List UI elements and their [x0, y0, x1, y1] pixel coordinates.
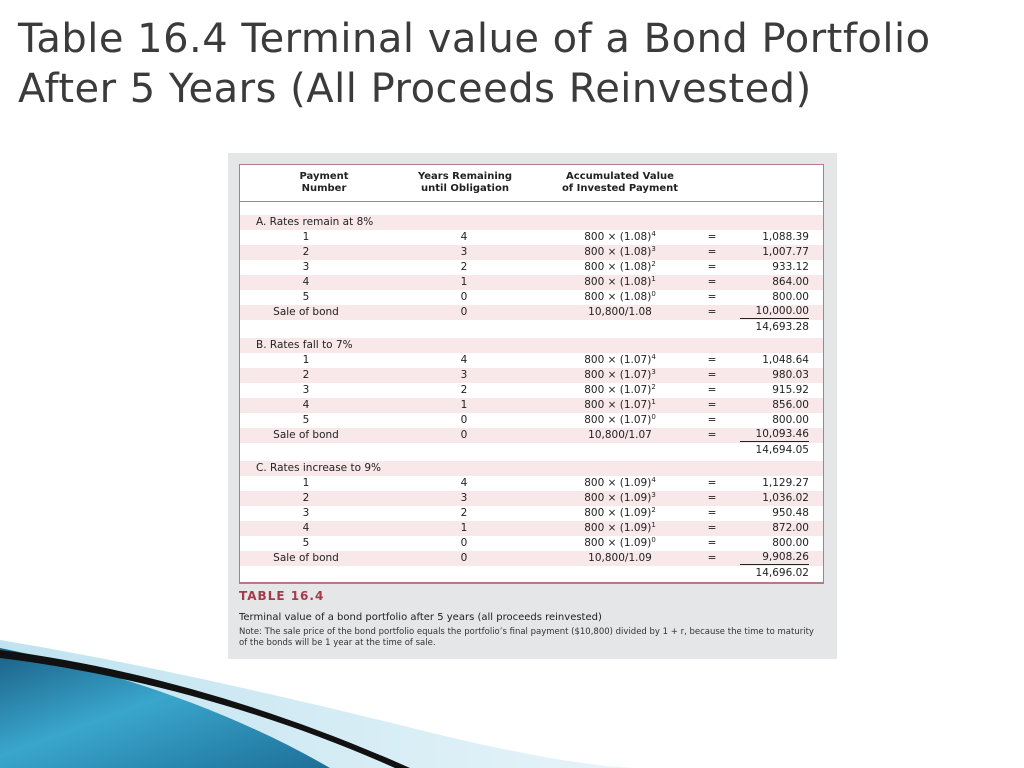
accumulated-formula-cell: [550, 260, 690, 275]
formula-text: 800 × (1.07): [584, 414, 652, 426]
payment-number-cell: 5: [302, 537, 310, 549]
section-header-row: [240, 338, 823, 353]
slide-title-line-1: Table 16.4 Terminal value of a Bond Portfolio: [18, 16, 931, 62]
equals-sign: =: [707, 384, 717, 396]
accumulated-formula-cell: [550, 305, 690, 320]
years-remaining-cell: 2: [460, 507, 468, 519]
equals-sign: =: [707, 246, 717, 258]
section-total-value: 14,696.02: [755, 567, 809, 579]
exponent: 3: [651, 245, 656, 253]
formula-text: 800 × (1.09): [584, 477, 652, 489]
accumulated-value-cell: 1,007.77: [762, 246, 809, 258]
formula-text: 800 × (1.07): [584, 384, 652, 396]
accumulated-formula-cell: [550, 245, 690, 260]
accumulated-formula-cell: [550, 491, 690, 506]
table-row: [240, 521, 823, 536]
years-remaining-cell: 0: [460, 429, 468, 441]
table-row: [240, 230, 823, 245]
years-remaining-cell: 4: [460, 231, 468, 243]
accumulated-value-cell: 800.00: [772, 414, 809, 426]
payment-number-cell: 2: [302, 369, 310, 381]
exponent: 0: [651, 536, 656, 544]
accumulated-formula-cell: [550, 551, 690, 566]
formula-text: 800 × (1.08): [584, 231, 652, 243]
payment-number-cell: 4: [302, 276, 310, 288]
equals-sign: =: [707, 369, 717, 381]
formula-text: 800 × (1.07): [584, 354, 652, 366]
equals-sign: =: [707, 276, 717, 288]
exponent: 4: [651, 353, 656, 361]
accumulated-value-cell: 1,129.27: [762, 477, 809, 489]
table-caption-note: Note: The sale price of the bond portfolio equals the portfolio’s final payment ($10,800) divided by 1 + r, because the time to maturity of the bonds will be 1 year at the time of sale.: [239, 627, 814, 648]
section-total-row: [240, 443, 823, 458]
exponent: 0: [651, 290, 656, 298]
section-total-row: [240, 566, 823, 581]
formula-text: 800 × (1.09): [584, 537, 652, 549]
formula-text: 10,800/1.07: [588, 429, 652, 441]
accumulated-formula-cell: [550, 383, 690, 398]
equals-sign: =: [707, 492, 717, 504]
accumulated-formula-cell: [550, 536, 690, 551]
exponent: 1: [651, 275, 656, 283]
equals-sign: =: [707, 354, 717, 366]
years-remaining-cell: 2: [460, 384, 468, 396]
equals-sign: =: [707, 231, 717, 243]
accumulated-value-cell: 800.00: [772, 291, 809, 303]
formula-text: 10,800/1.09: [588, 552, 652, 564]
accumulated-value-cell: 933.12: [772, 261, 809, 273]
table-row: [240, 353, 823, 368]
accumulated-formula-cell: [550, 398, 690, 413]
equals-sign: =: [707, 291, 717, 303]
accumulated-formula-cell: [550, 290, 690, 305]
formula-text: 800 × (1.07): [584, 369, 652, 381]
table-row: [240, 428, 823, 443]
formula-text: 10,800/1.08: [588, 306, 652, 318]
table-row: [240, 305, 823, 320]
table-figure: [228, 153, 837, 659]
accumulated-value-cell: 800.00: [772, 537, 809, 549]
caption-divider: [239, 582, 824, 583]
header-payment-number: Payment Number: [299, 171, 349, 194]
exponent: 1: [651, 398, 656, 406]
slide-title-line-2: After 5 Years (All Proceeds Reinvested): [18, 66, 812, 112]
years-remaining-cell: 3: [460, 492, 468, 504]
accumulated-formula-cell: [550, 353, 690, 368]
years-remaining-cell: 4: [460, 477, 468, 489]
payment-number-cell: 3: [302, 507, 310, 519]
section-total-row: [240, 320, 823, 335]
payment-number-cell: 4: [302, 522, 310, 534]
equals-sign: =: [707, 261, 717, 273]
section-label: A. Rates remain at 8%: [256, 216, 374, 228]
payment-number-cell: 2: [302, 246, 310, 258]
equals-sign: =: [707, 522, 717, 534]
accumulated-value-cell: 950.48: [772, 507, 809, 519]
section-header-row: [240, 215, 823, 230]
accumulated-formula-cell: [550, 506, 690, 521]
years-remaining-cell: 3: [460, 369, 468, 381]
table-label: TABLE 16.4: [239, 589, 325, 603]
accumulated-formula-cell: [550, 368, 690, 383]
accumulated-value-cell: 1,036.02: [762, 492, 809, 504]
exponent: 2: [651, 383, 656, 391]
section-label: C. Rates increase to 9%: [256, 462, 382, 474]
table-row: [240, 551, 823, 566]
payment-number-cell: 2: [302, 492, 310, 504]
formula-text: 800 × (1.09): [584, 492, 652, 504]
header-years-remaining: Years Remaining until Obligation: [417, 171, 513, 194]
equals-sign: =: [707, 552, 717, 564]
accumulated-value-cell: 10,093.46: [740, 428, 809, 442]
accumulated-formula-cell: [550, 413, 690, 428]
years-remaining-cell: 1: [460, 276, 468, 288]
table-row: [240, 476, 823, 491]
section-total-value: 14,693.28: [755, 321, 809, 333]
years-remaining-cell: 1: [460, 522, 468, 534]
table-header: [240, 165, 823, 202]
accumulated-formula-cell: [550, 428, 690, 443]
exponent: 2: [651, 506, 656, 514]
accumulated-formula-cell: [550, 476, 690, 491]
exponent: 3: [651, 491, 656, 499]
formula-text: 800 × (1.08): [584, 291, 652, 303]
payment-number-cell: Sale of bond: [273, 429, 339, 441]
exponent: 4: [651, 230, 656, 238]
equals-sign: =: [707, 537, 717, 549]
years-remaining-cell: 0: [460, 537, 468, 549]
accumulated-value-cell: 1,048.64: [762, 354, 809, 366]
equals-sign: =: [707, 507, 717, 519]
table-row: [240, 383, 823, 398]
years-remaining-cell: 0: [460, 291, 468, 303]
payment-number-cell: 1: [302, 354, 310, 366]
equals-sign: =: [707, 414, 717, 426]
accumulated-value-cell: 980.03: [772, 369, 809, 381]
payment-number-cell: 5: [302, 291, 310, 303]
table-row: [240, 536, 823, 551]
table-row: [240, 368, 823, 383]
exponent: 1: [651, 521, 656, 529]
payment-number-cell: Sale of bond: [273, 552, 339, 564]
accumulated-value-cell: 1,088.39: [762, 231, 809, 243]
header-accumulated-value: Accumulated Value of Invested Payment: [561, 171, 679, 194]
years-remaining-cell: 1: [460, 399, 468, 411]
table-row: [240, 491, 823, 506]
years-remaining-cell: 0: [460, 414, 468, 426]
formula-text: 800 × (1.09): [584, 522, 652, 534]
accumulated-formula-cell: [550, 521, 690, 536]
equals-sign: =: [707, 429, 717, 441]
payment-number-cell: 4: [302, 399, 310, 411]
decorative-wave: [0, 620, 1024, 768]
formula-text: 800 × (1.09): [584, 507, 652, 519]
accumulated-value-cell: 872.00: [772, 522, 809, 534]
table-row: [240, 506, 823, 521]
table-row: [240, 245, 823, 260]
accumulated-value-cell: 856.00: [772, 399, 809, 411]
years-remaining-cell: 0: [460, 552, 468, 564]
equals-sign: =: [707, 306, 717, 318]
accumulated-value-cell: 915.92: [772, 384, 809, 396]
accumulated-formula-cell: [550, 230, 690, 245]
section-header-row: [240, 461, 823, 476]
years-remaining-cell: 0: [460, 306, 468, 318]
payment-number-cell: 1: [302, 477, 310, 489]
payment-number-cell: 3: [302, 384, 310, 396]
payment-number-cell: Sale of bond: [273, 306, 339, 318]
years-remaining-cell: 2: [460, 261, 468, 273]
section-total-value: 14,694.05: [755, 444, 809, 456]
table-row: [240, 413, 823, 428]
table-caption-title: Terminal value of a bond portfolio after 5 years (all proceeds reinvested): [239, 612, 602, 623]
accumulated-value-cell: 9,908.26: [740, 551, 809, 565]
section-label: B. Rates fall to 7%: [256, 339, 353, 351]
table-row: [240, 260, 823, 275]
slide-title: [18, 14, 1018, 114]
table-row: [240, 398, 823, 413]
accumulated-formula-cell: [550, 275, 690, 290]
payment-number-cell: 5: [302, 414, 310, 426]
exponent: 2: [651, 260, 656, 268]
formula-text: 800 × (1.08): [584, 276, 652, 288]
formula-text: 800 × (1.07): [584, 399, 652, 411]
payment-number-cell: 1: [302, 231, 310, 243]
table-row: [240, 275, 823, 290]
years-remaining-cell: 4: [460, 354, 468, 366]
exponent: 0: [651, 413, 656, 421]
equals-sign: =: [707, 477, 717, 489]
formula-text: 800 × (1.08): [584, 246, 652, 258]
years-remaining-cell: 3: [460, 246, 468, 258]
bond-table: [239, 164, 824, 584]
payment-number-cell: 3: [302, 261, 310, 273]
accumulated-value-cell: 864.00: [772, 276, 809, 288]
accumulated-value-cell: 10,000.00: [740, 305, 809, 319]
table-row: [240, 290, 823, 305]
exponent: 3: [651, 368, 656, 376]
formula-text: 800 × (1.08): [584, 261, 652, 273]
exponent: 4: [651, 476, 656, 484]
equals-sign: =: [707, 399, 717, 411]
